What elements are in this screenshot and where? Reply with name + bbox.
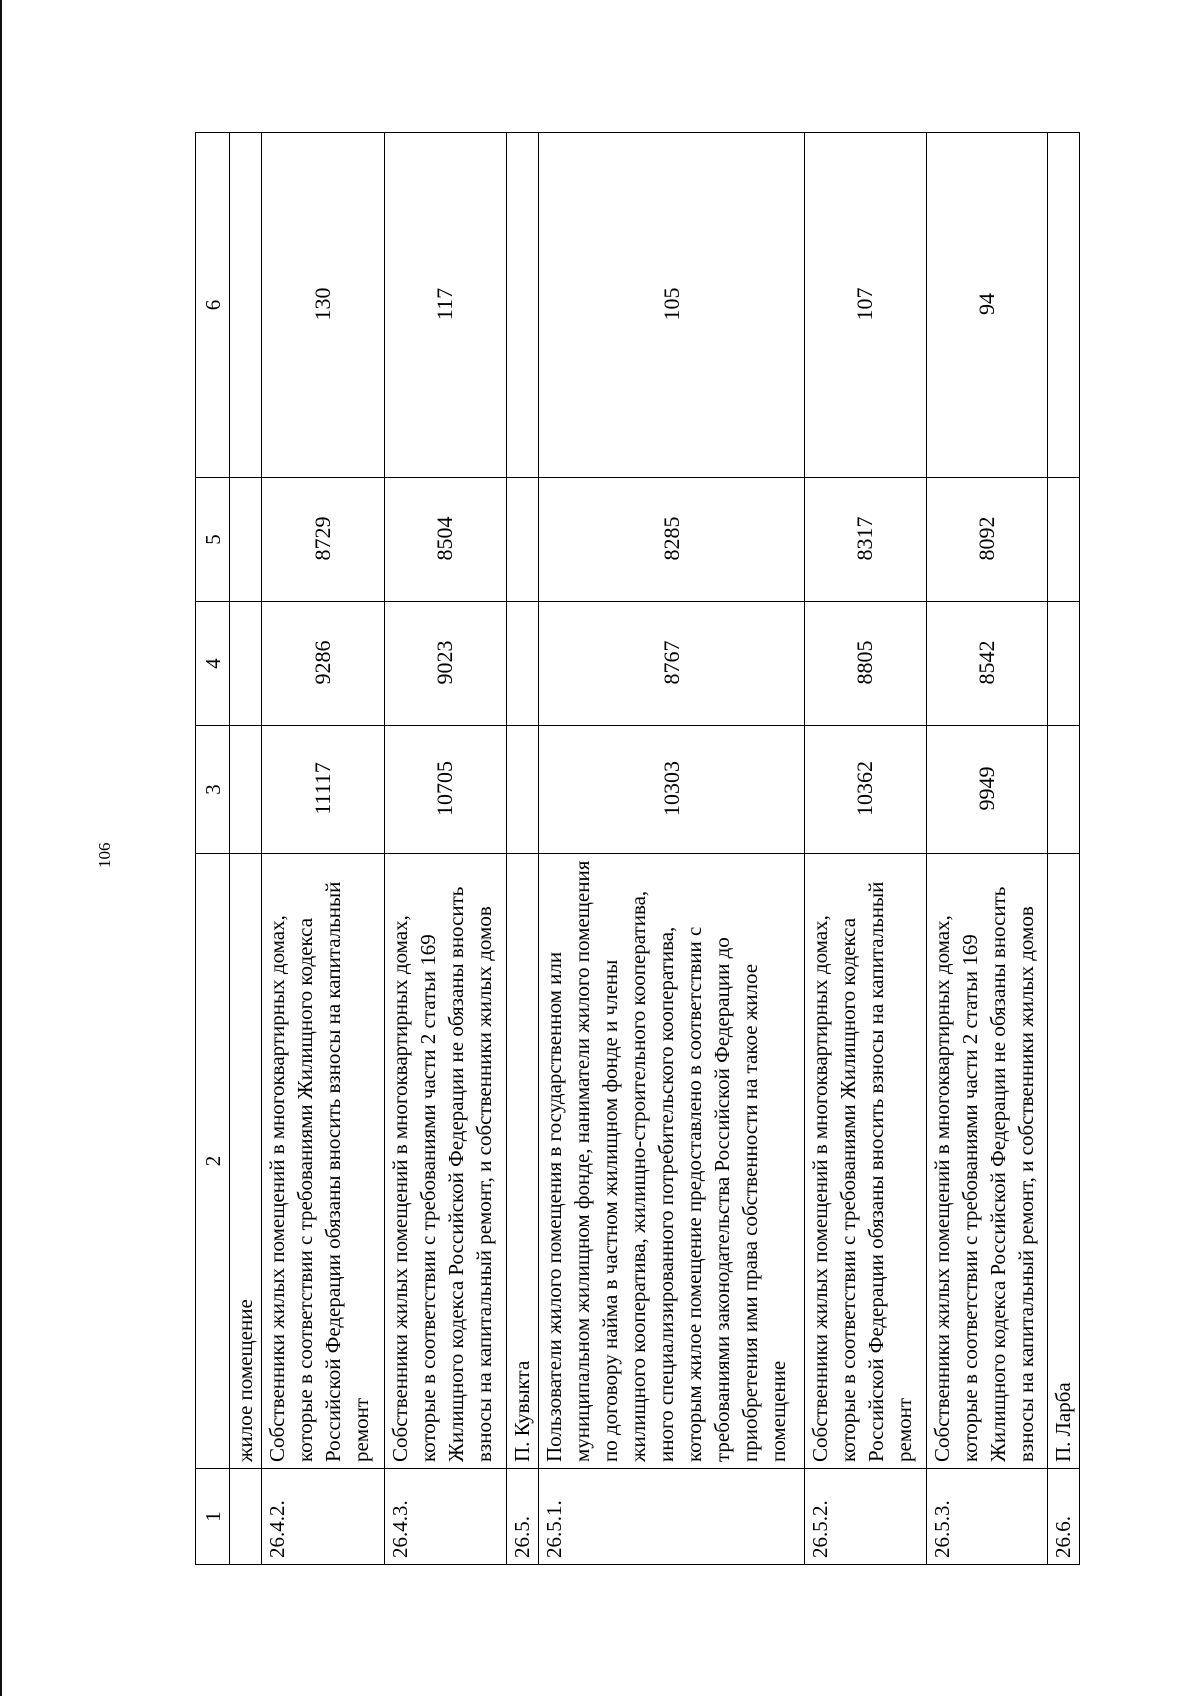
row-value-3: 10303: [539, 726, 805, 854]
row-description: П. Ларба: [1047, 854, 1079, 1469]
row-value-6: [506, 133, 538, 478]
row-value-5: [1047, 478, 1079, 602]
row-value-5: 8092: [926, 478, 1047, 602]
table-row: [230, 133, 262, 1565]
table-row: [539, 133, 805, 1565]
row-code: 26.4.3.: [384, 1469, 506, 1565]
scan-edge: [0, 0, 2, 1696]
row-description: Пользователи жилого помещения в государственном или муниципальном жилищном фонде, наниматели жилого помещения по договору найма в частном жилищном фонде и члены жилищного кооператива, жилищно-строительного кооператива, иного специализированного потребительского кооператива, которым жилое помещение предоставлено в соответствии с требованиями законодательства Российской Федерации до приобретения ими права собственности на такое жилое помещение: [539, 854, 805, 1469]
row-value-5: 8317: [805, 478, 926, 602]
row-description: жилое помещение: [230, 854, 262, 1469]
header-cell-2: 2: [196, 854, 230, 1469]
row-code: 26.5.1.: [539, 1469, 805, 1565]
row-value-5: 8285: [539, 478, 805, 602]
table-row: [384, 133, 506, 1565]
row-value-3: [1047, 726, 1079, 854]
page-number: 106: [95, 842, 114, 868]
row-value-6: 94: [926, 133, 1047, 478]
row-value-6: 130: [262, 133, 384, 478]
row-value-4: [1047, 602, 1079, 726]
row-code: 26.6.: [1047, 1469, 1079, 1565]
header-cell-3: 3: [196, 726, 230, 854]
row-value-6: 107: [805, 133, 926, 478]
table-row: [926, 133, 1047, 1565]
row-value-4: 9023: [384, 602, 506, 726]
row-code: 26.4.2.: [262, 1469, 384, 1565]
header-cell-6: 6: [196, 133, 230, 478]
row-value-3: 10362: [805, 726, 926, 854]
row-value-5: 8504: [384, 478, 506, 602]
table-row: [262, 133, 384, 1565]
row-value-4: 9286: [262, 602, 384, 726]
row-value-3: 10705: [384, 726, 506, 854]
row-description: Собственники жилых помещений в многоквартирных домах, которые в соответствии с требованиями Жилищного кодекса Российской Федерации обязаны вносить взносы на капитальный ремонт: [805, 854, 926, 1469]
header-cell-1: 1: [196, 1469, 230, 1565]
table-row: [1047, 133, 1079, 1565]
row-description: Собственники жилых помещений в многоквартирных домах, которые в соответствии с требованиями Жилищного кодекса Российской Федерации обязаны вносить взносы на капитальный ремонт: [262, 854, 384, 1469]
row-description: Собственники жилых помещений в многоквартирных домах, которые в соответствии с требованиями части 2 статьи 169 Жилищного кодекса Российской Федерации не обязаны вносить взносы на капитальный ремонт, и собственники жилых домов: [384, 854, 506, 1469]
row-value-5: 8729: [262, 478, 384, 602]
row-value-4: 8542: [926, 602, 1047, 726]
row-value-3: [506, 726, 538, 854]
rotated-table-container: [195, 133, 1080, 1565]
row-value-3: [230, 726, 262, 854]
row-code: [230, 1469, 262, 1565]
row-code: 26.5.: [506, 1469, 538, 1565]
row-value-3: 11117: [262, 726, 384, 854]
row-value-5: [230, 478, 262, 602]
row-code: 26.5.3.: [926, 1469, 1047, 1565]
table-row: [805, 133, 926, 1565]
tariff-table: [195, 132, 1080, 1565]
row-value-5: [506, 478, 538, 602]
row-value-6: [1047, 133, 1079, 478]
row-value-4: 8805: [805, 602, 926, 726]
row-value-3: 9949: [926, 726, 1047, 854]
row-description: П. Кувыкта: [506, 854, 538, 1469]
row-value-4: [506, 602, 538, 726]
row-value-4: [230, 602, 262, 726]
header-cell-5: 5: [196, 478, 230, 602]
row-value-6: 105: [539, 133, 805, 478]
row-description: Собственники жилых помещений в многоквартирных домах, которые в соответствии с требованиями части 2 статьи 169 Жилищного кодекса Российской Федерации не обязаны вносить взносы на капитальный ремонт, и собственники жилых домов: [926, 854, 1047, 1469]
row-value-4: 8767: [539, 602, 805, 726]
row-value-6: 117: [384, 133, 506, 478]
row-value-6: [230, 133, 262, 478]
row-code: 26.5.2.: [805, 1469, 926, 1565]
table-row: [506, 133, 538, 1565]
header-cell-4: 4: [196, 602, 230, 726]
header-row: [196, 133, 230, 1565]
